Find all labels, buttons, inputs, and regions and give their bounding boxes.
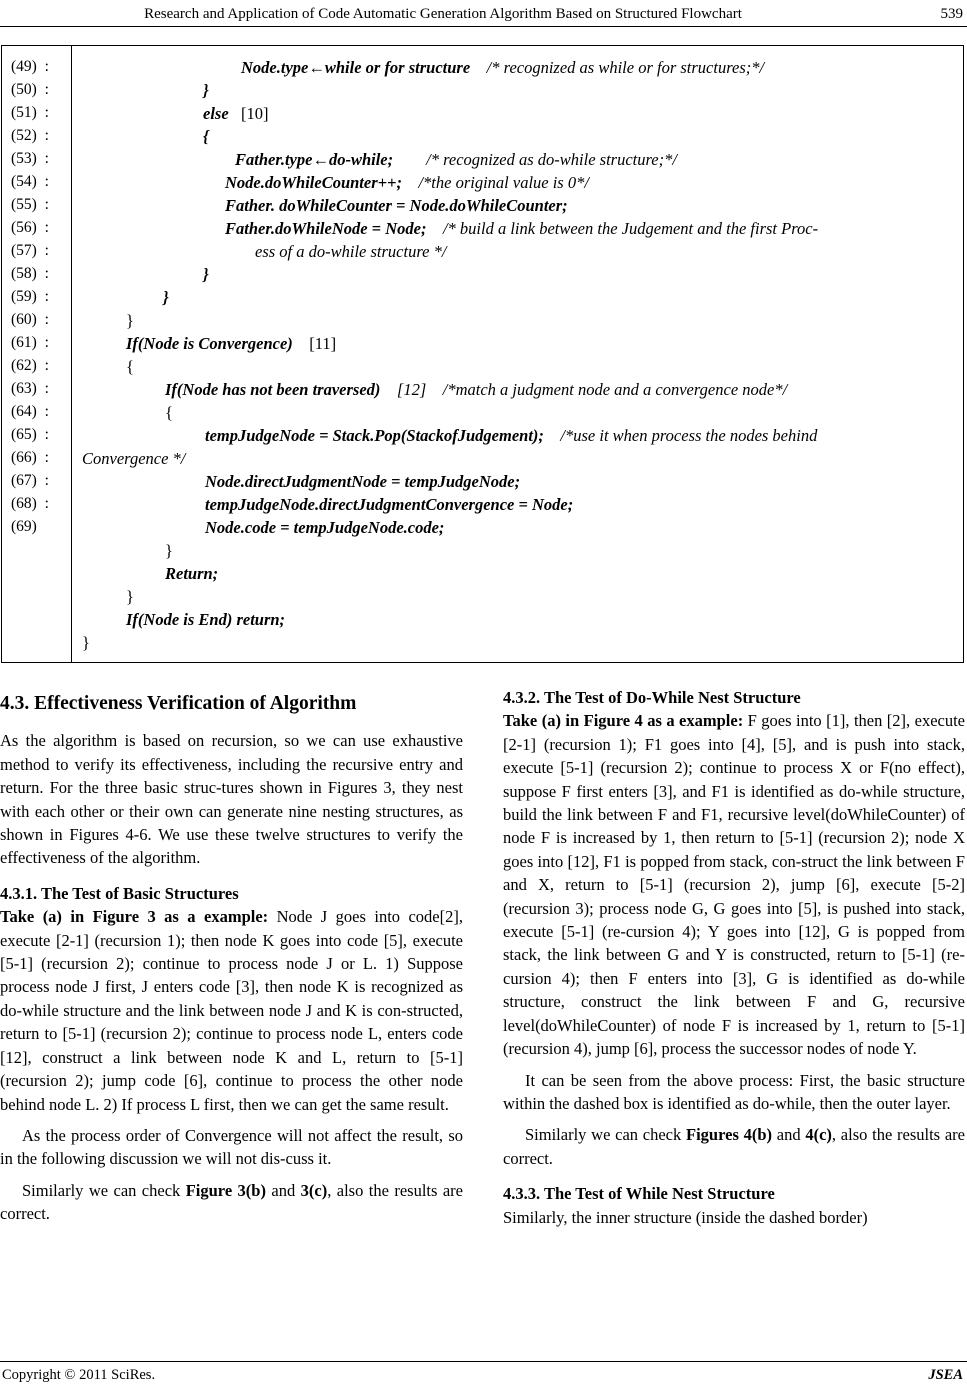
- paragraph: [0, 1179, 463, 1226]
- figure-ref: Figures 4(b): [686, 1125, 773, 1145]
- figure-ref: 3(c): [300, 1180, 328, 1200]
- line-number: (56) :: [11, 219, 49, 236]
- line-number: (64) :: [11, 403, 49, 420]
- journal-abbreviation: JSEA: [928, 1367, 963, 1383]
- code-text: Father.doWhileNode = Node;: [225, 219, 427, 238]
- code-text: If(Node is End) return;: [126, 610, 286, 629]
- body-text: Similarly we can check: [525, 1125, 686, 1145]
- code-comment: [12] /*match a judgment node and a convergence node*/: [396, 380, 788, 399]
- code-comment: /*the original value is 0*/: [418, 173, 589, 192]
- line-number: (60) :: [11, 311, 49, 328]
- code-line: [225, 219, 818, 239]
- line-number: (54) :: [11, 173, 49, 190]
- copyright-notice: Copyright © 2011 SciRes.: [2, 1367, 156, 1383]
- code-line: [205, 495, 573, 515]
- code-line: [165, 564, 218, 584]
- figure-ref: 4(c): [805, 1125, 832, 1145]
- running-title: Research and Application of Code Automatic Generation Algorithm Based on Structured Flowchart: [144, 6, 742, 22]
- line-number: (55) :: [11, 196, 49, 213]
- code-line: [241, 58, 764, 78]
- line-number: (49) :: [11, 58, 49, 75]
- body-text: Similarly we can check: [22, 1180, 186, 1200]
- code-ref: [10]: [241, 104, 269, 123]
- code-line: [255, 242, 446, 262]
- header-rule: [0, 26, 967, 27]
- code-line: [165, 380, 787, 400]
- paragraph: As the algorithm is based on recursion, so we can use exhaustive method to verify its effectiveness, including the recursive entry and return. For the three basic struc-tures shown in Figures 3, they nest with each other or their own can generate nine nesting structures, as shown in Figures 4-6. We use these twelve structures to verify the effectiveness of the algorithm.: [0, 731, 463, 868]
- footer-rule: [0, 1361, 967, 1362]
- line-number: (51) :: [11, 104, 49, 121]
- code-line: [165, 403, 173, 423]
- code-line: [203, 104, 269, 124]
- body-text: F goes into [1], then [2], execute [2-1] (recursion 1); F1 goes into [4], [5], and is push into stack, execute [5-1] (recursion 2); continue to process X or F(no effect), suppose F first enters [3], and F1 is identified as do-while structure, build the link between F and F1, recursive level(doWhileCounter) of node F is increased by 1, then return to [5-1] (recursion 2); node X goes into [12], F1 is popped from stack, con-struct the link between F and X, return to [5-1] (recursion 2), jump [6], execute [5-2] (recursion 3); process node G, G goes into [5], is pushed into stack, execute [5-1] (re-cursion 4); Y goes into [12], G is popped from stack, the link between G and Y is constructed, return to [5-1] (re-cursion 4); then F enters into [3], G is identified as do-while structure, construct the link between F and G, recursive level(doWhileCounter) of node F is increased by 1, return to [5-1] (recursion 4), jump [6], process the successor nodes of node Y.: [503, 711, 966, 1059]
- code-text: If(Node has not been traversed): [165, 380, 381, 399]
- code-line: [235, 150, 677, 170]
- code-line: [165, 541, 173, 561]
- body-text: Node J goes into code[2], execute [2-1] (recursion 1); then node K goes into code [5], execute [5-1] (recursion 2); continue to process node J or L. 1) Suppose process node J first, J enters code [3], then node K is recognized as do-while structure and the link between node J and K is con-structed, return to [5-1] (recursion 2); continue to process node L, enters code [12], construct a link between node K and L, return to [5-1] (recursion 2); jump code [6], continue to process the other node behind node L. 2) If process L first, then we can get the same result.: [0, 907, 463, 1114]
- line-number: (67) :: [11, 472, 49, 489]
- paragraph: [0, 905, 463, 1116]
- subsection-heading: 4.3.3. The Test of While Nest Structure: [503, 1184, 775, 1204]
- code-comment: /* recognized as do-while structure;*/: [426, 150, 677, 169]
- paragraph: Similarly, the inner structure (inside the dashed border): [503, 1207, 868, 1227]
- line-number: (61) :: [11, 334, 49, 351]
- code-line: [82, 633, 90, 653]
- line-number: (52) :: [11, 127, 49, 144]
- subsection-heading: 4.3.1. The Test of Basic Structures: [0, 883, 239, 903]
- code-line: [205, 472, 520, 492]
- lead-in: Take (a) in Figure 4 as a example:: [503, 711, 744, 731]
- section-heading: 4.3. Effectiveness Verification of Algorithm: [0, 693, 357, 714]
- body-text: and: [265, 1180, 301, 1200]
- code-text: Father.type←do-while;: [235, 150, 394, 169]
- code-text: If(Node is Convergence): [126, 334, 293, 353]
- running-head: [0, 0, 967, 30]
- paragraph: As the process order of Convergence will not affect the result, so in the following discussion we will not dis-cuss it.: [0, 1125, 463, 1169]
- code-line: [82, 449, 185, 469]
- code-text: tempJudgeNode = Stack.Pop(StackofJudgement);: [205, 426, 544, 445]
- code-brace: }: [165, 541, 173, 560]
- left-column: [0, 686, 463, 1226]
- lead-in: Take (a) in Figure 3 as a example:: [0, 907, 269, 927]
- page-number: 539: [940, 6, 963, 22]
- code-brace: {: [165, 403, 173, 422]
- paragraph: It can be seen from the above process: First, the basic structure within the dashed box is identified as do-while, then the outer layer.: [503, 1070, 965, 1113]
- body-text: , also the results are correct.: [0, 1180, 463, 1224]
- code-table: [1, 45, 964, 663]
- code-line: [163, 288, 169, 308]
- line-number: (65) :: [11, 426, 49, 443]
- code-text: Return;: [165, 564, 219, 583]
- code-text: tempJudgeNode.directJudgmentConvergence = Node;: [205, 495, 574, 514]
- right-column: [503, 686, 965, 1229]
- line-number: (58) :: [11, 265, 49, 282]
- code-text: Node.type←while or for structure: [241, 58, 471, 77]
- paragraph: [503, 709, 965, 1060]
- code-brace: }: [82, 633, 90, 652]
- code-text: }: [203, 265, 209, 284]
- line-number: (62) :: [11, 357, 49, 374]
- line-number: (53) :: [11, 150, 49, 167]
- code-text: {: [203, 127, 209, 146]
- code-text: }: [203, 81, 209, 100]
- code-text: else: [203, 104, 229, 123]
- code-line: [203, 265, 209, 285]
- code-line: [203, 127, 209, 147]
- code-comment: /* recognized as while or for structures;*/: [486, 58, 765, 77]
- code-line: [126, 311, 134, 331]
- code-line: [225, 173, 589, 193]
- code-line: [126, 587, 134, 607]
- code-text: Node.directJudgmentNode = tempJudgeNode;: [205, 472, 521, 491]
- code-brace: }: [126, 587, 134, 606]
- body-text: , also the results are correct.: [503, 1125, 965, 1168]
- code-ref: [11]: [309, 334, 337, 353]
- code-comment: Convergence */: [82, 449, 186, 468]
- line-number: (68) :: [11, 495, 49, 512]
- line-number: (66) :: [11, 449, 49, 466]
- code-comment: ess of a do-while structure */: [255, 242, 447, 261]
- line-number: (69): [11, 518, 37, 535]
- code-text: Father. doWhileCounter = Node.doWhileCounter;: [225, 196, 568, 215]
- code-line: [205, 426, 817, 446]
- code-brace: {: [126, 357, 134, 376]
- code-comment: /*use it when process the nodes behind: [560, 426, 818, 445]
- code-line: [126, 334, 336, 354]
- line-number: (50) :: [11, 81, 49, 98]
- subsection-heading: 4.3.2. The Test of Do-While Nest Structure: [503, 688, 801, 707]
- code-brace: }: [126, 311, 134, 330]
- code-line: [205, 518, 444, 538]
- code-line: [126, 610, 285, 630]
- code-comment: /* build a link between the Judgement and the first Proc-: [442, 219, 819, 238]
- line-number: (57) :: [11, 242, 49, 259]
- code-line: [225, 196, 568, 216]
- body-text: and: [772, 1125, 806, 1145]
- code-text: }: [163, 288, 169, 307]
- code-line: [203, 81, 209, 101]
- code-line: [126, 357, 134, 377]
- code-column-divider: [71, 46, 72, 662]
- line-number: (63) :: [11, 380, 49, 397]
- paragraph: [503, 1123, 965, 1170]
- code-text: Node.doWhileCounter++;: [225, 173, 402, 192]
- line-number: (59) :: [11, 288, 49, 305]
- code-text: Node.code = tempJudgeNode.code;: [205, 518, 445, 537]
- figure-ref: Figure 3(b): [185, 1180, 266, 1200]
